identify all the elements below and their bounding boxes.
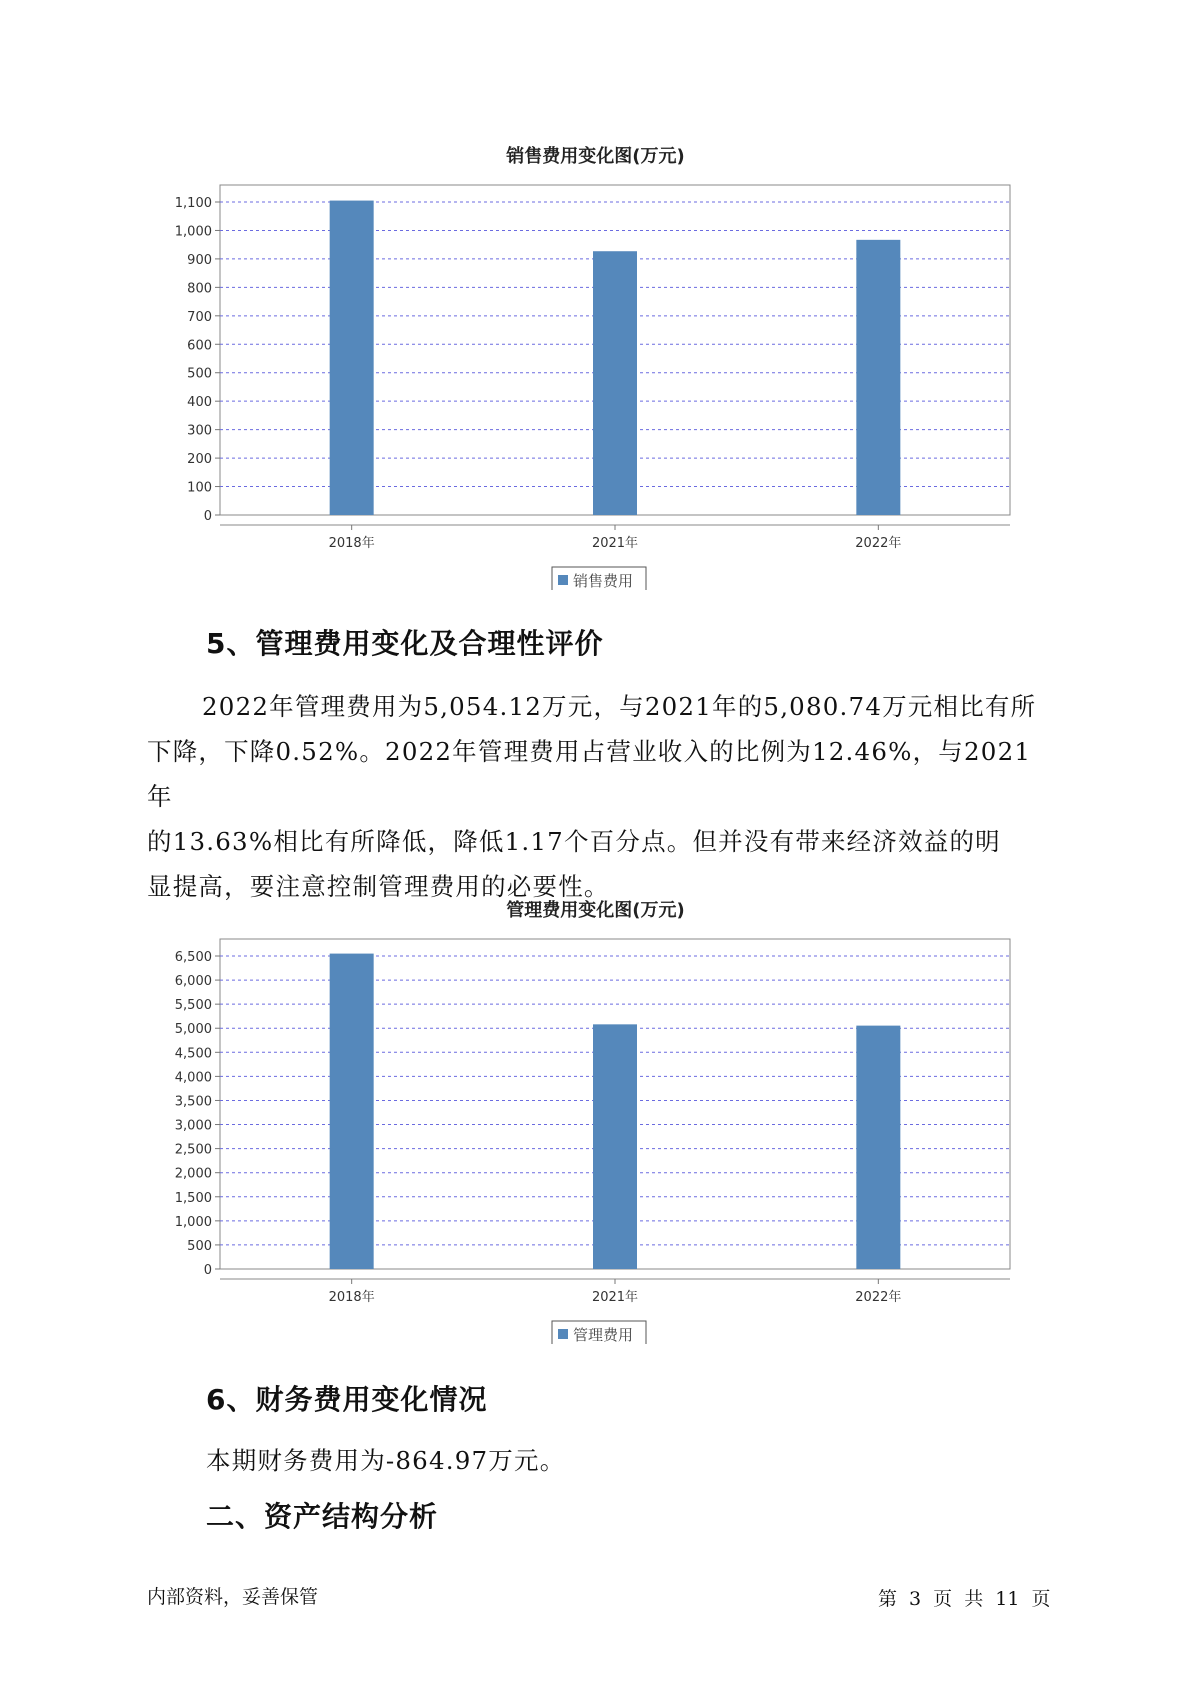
sales-chart-ytick-label: 100	[187, 480, 212, 496]
para-line-1: 2022年管理费用为5,054.12万元，与2021年的5,080.74万元相比有所	[202, 692, 1037, 721]
sales-chart-legend-swatch	[558, 575, 568, 585]
admin-chart-ytick-label: 4,000	[174, 1070, 212, 1086]
section-6-paragraph	[206, 1438, 1106, 1483]
sales-chart-ytick-label: 800	[187, 281, 212, 297]
sales-chart-bar	[593, 251, 637, 515]
section-6-text: 本期财务费用为-864.97万元。	[206, 1446, 566, 1475]
admin-chart-ytick-label: 3,000	[174, 1118, 212, 1134]
footer-page-number: 第 3 页 共 11 页	[878, 1588, 1051, 1610]
admin-chart-ytick-label: 6,500	[174, 950, 212, 965]
sales-chart-xtick-label: 2018年	[328, 536, 375, 551]
admin-chart-ytick-label: 5,500	[174, 998, 212, 1014]
para-line-3: 的13.63%相比有所降低，降低1.17个百分点。但并没有带来经济效益的明	[147, 827, 1001, 856]
admin-chart-ytick-label: 3,500	[174, 1094, 212, 1110]
section-5-paragraph	[147, 684, 1047, 909]
footer-confidential-note: 内部资料，妥善保管	[147, 1586, 319, 1608]
admin-chart-ytick-label: 2,000	[174, 1166, 212, 1182]
section-5-heading: 5、管理费用变化及合理性评价	[206, 627, 604, 660]
admin-chart-bar	[593, 1024, 637, 1269]
admin-chart-legend-label: 管理费用	[573, 1326, 634, 1344]
section-6-heading: 6、财务费用变化情况	[206, 1383, 488, 1416]
sales-chart-ytick-label: 700	[187, 309, 212, 325]
sales-chart-ytick-label: 400	[187, 395, 212, 411]
admin-chart-ytick-label: 6,000	[174, 974, 212, 990]
sales-chart-ytick-label: 1,100	[174, 196, 212, 211]
sales-chart-xtick-label: 2022年	[855, 536, 902, 551]
sales-chart-bar	[856, 240, 900, 515]
admin-chart-ytick-label: 4,500	[174, 1046, 212, 1062]
sales-chart-bar	[330, 201, 374, 515]
sales-chart-ytick-label: 0	[203, 509, 212, 524]
admin-chart-xtick-label: 2018年	[328, 1290, 375, 1305]
admin-chart-ytick-label: 5,000	[174, 1022, 212, 1038]
sales-chart-xtick-label: 2021年	[591, 536, 639, 551]
admin-chart-xtick-label: 2022年	[855, 1290, 902, 1305]
admin-chart-ytick-label: 500	[187, 1238, 212, 1254]
admin-expense-chart	[0, 924, 1191, 1344]
sales-chart-ytick-label: 500	[187, 366, 212, 382]
sales-chart-ytick-label: 300	[187, 423, 212, 439]
section-two-heading: 二、资产结构分析	[206, 1500, 439, 1533]
admin-chart-legend-swatch	[558, 1329, 568, 1339]
admin-chart-title: 管理费用变化图(万元)	[506, 900, 685, 921]
sales-chart-title: 销售费用变化图(万元)	[506, 146, 685, 167]
sales-chart-ytick-label: 1,000	[174, 224, 212, 240]
para-line-2: 下降，下降0.52%。2022年管理费用占营业收入的比例为12.46%，与2021年	[147, 737, 1032, 811]
admin-chart-ytick-label: 0	[203, 1263, 212, 1278]
sales-chart-ytick-label: 200	[187, 452, 212, 468]
admin-chart-bar	[856, 1026, 900, 1269]
admin-chart-ytick-label: 1,000	[174, 1214, 212, 1230]
sales-chart-legend-label: 销售费用	[573, 572, 634, 590]
sales-expense-chart	[0, 170, 1191, 590]
sales-chart-ytick-label: 600	[187, 338, 212, 354]
para-line-4: 显提高，要注意控制管理费用的必要性。	[147, 872, 610, 901]
admin-chart-ytick-label: 1,500	[174, 1190, 212, 1206]
admin-chart-xtick-label: 2021年	[591, 1290, 639, 1305]
sales-chart-ytick-label: 900	[187, 252, 212, 268]
admin-chart-bar	[330, 954, 374, 1269]
admin-chart-ytick-label: 2,500	[174, 1142, 212, 1158]
